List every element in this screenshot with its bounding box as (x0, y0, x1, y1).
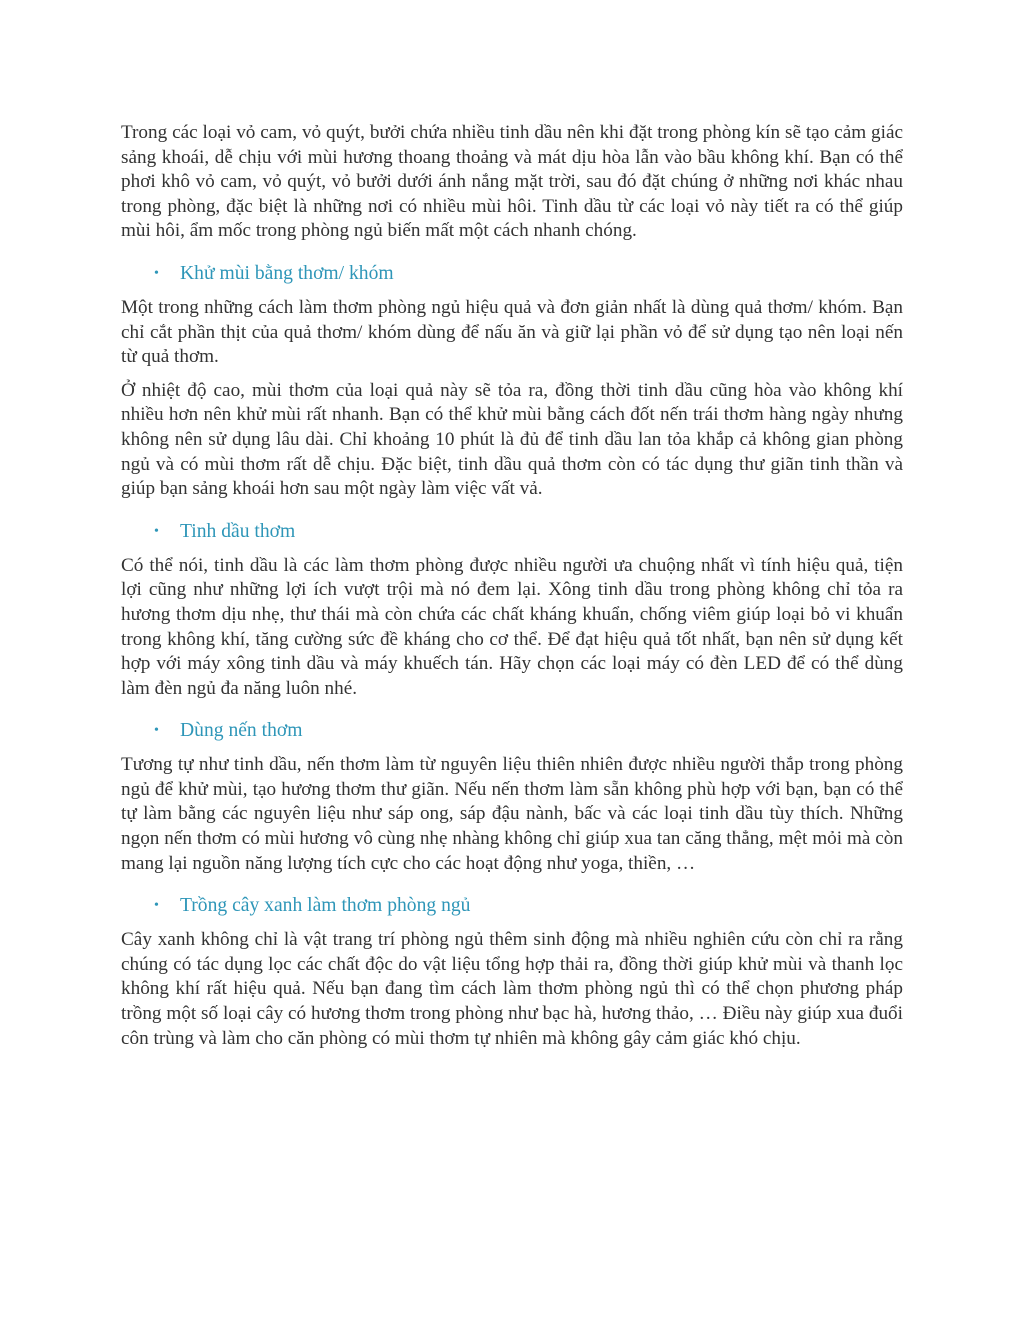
essential-oil-paragraph: Có thể nói, tinh dầu là các làm thơm phòng được nhiều người ưa chuộng nhất vì tính hiệu quả, tiện lợi cũng như những lợi ích vượt trội mà nó đem lại. Xông tinh dầu trong phòng không chỉ tỏa ra hương thơm dịu nhẹ, thư thái mà còn chứa các chất kháng khuẩn, chống viêm giúp loại bỏ vi khuẩn trong không khí, tăng cường sức đề kháng cho cơ thể. Để đạt hiệu quả tốt nhất, bạn nên sử dụng kết hợp với máy xông tinh dầu và máy khuếch tán. Hãy chọn các loại máy có đèn LED để có thể dùng làm đèn ngủ đa năng luôn nhé. (121, 554, 903, 699)
document-page (121, 121, 903, 1060)
bullet-icon: • (154, 723, 159, 739)
pineapple-paragraph-1: Một trong những cách làm thơm phòng ngủ hiệu quả và đơn giản nhất là dùng quả thơm/ khóm. Bạn chỉ cắt phần thịt của quả thơm/ khóm dùng để nấu ăn và giữ lại phần vỏ để sử dụng tạo nên loại nến từ quả thơm. (121, 296, 903, 368)
heading-essential-oil (121, 519, 903, 545)
bullet-icon: • (154, 523, 159, 539)
heading-pineapple-label: Khử mùi bằng thơm/ khóm (180, 262, 394, 284)
intro-paragraph: Trong các loại vỏ cam, vỏ quýt, bưởi chứa nhiều tinh dầu nên khi đặt trong phòng kín sẽ tạo cảm giác sảng khoái, dễ chịu với mùi hương thoang thoảng và mát dịu hòa lẫn vào bầu không khí. Bạn có thể phơi khô vỏ cam, vỏ quýt, vỏ bưởi dưới ánh nắng mặt trời, sau đó đặt chúng ở những nơi khác nhau trong phòng, đặc biệt là những nơi có nhiều mùi hôi. Tinh dầu từ các loại vỏ này tiết ra có thể giúp mùi hôi, ẩm mốc trong phòng ngủ biến mất một cách nhanh chóng. (121, 122, 903, 242)
heading-essential-oil-label: Tinh dầu thơm (180, 520, 296, 542)
bullet-icon: • (154, 898, 159, 914)
candle-paragraph: Tương tự như tinh dầu, nến thơm làm từ nguyên liệu thiên nhiên được nhiều người thắp trong phòng ngủ để khử mùi, tạo hương thơm thư giãn. Nếu nến thơm làm sẵn không phù hợp với bạn, bạn có thể tự làm bằng các nguyên liệu như sáp ong, sáp đậu nành, bấc và các loại tinh dầu tùy thích. Những ngọn nến thơm có mùi hương vô cùng nhẹ nhàng không chỉ giúp xua tan căng thẳng, mệt mỏi mà còn mang lại nguồn năng lượng tích cực cho các hoạt động như yoga, thiền, … (121, 754, 903, 874)
plants-paragraph: Cây xanh không chỉ là vật trang trí phòng ngủ thêm sinh động mà nhiều nghiên cứu còn chỉ ra rằng chúng có tác dụng lọc các chất độc do vật liệu tổng hợp thải ra, đồng thời giúp khử mùi và thanh lọc không khí rất hiệu quả. Nếu bạn đang tìm cách làm thơm phòng ngủ thì có thể chọn phương pháp trồng một số loại cây có hương thơm trong phòng như bạc hà, hương thảo, … Điều này giúp xua đuổi côn trùng và làm cho căn phòng có mùi thơm tự nhiên mà không gây cảm giác khó chịu. (121, 929, 903, 1049)
heading-plants (121, 893, 903, 919)
heading-candle (121, 718, 903, 744)
heading-pineapple (121, 261, 903, 287)
pineapple-paragraph-2: Ở nhiệt độ cao, mùi thơm của loại quả này sẽ tỏa ra, đồng thời tinh dầu cũng hòa vào không khí nhiều hơn nên khử mùi rất nhanh. Bạn có thể khử mùi bằng cách đốt nến trái thơm hàng ngày nhưng không nên sử dụng lâu dài. Chỉ khoảng 10 phút là đủ để tinh dầu lan tỏa khắp cả không gian phòng ngủ và có mùi thơm rất dễ chịu. Đặc biệt, tinh dầu quả thơm còn có tác dụng thư giãn tinh thần và giúp bạn sảng khoái hơn sau một ngày làm việc vất vả. (121, 379, 903, 500)
heading-plants-label: Trồng cây xanh làm thơm phòng ngủ (180, 895, 471, 917)
heading-candle-label: Dùng nến thơm (180, 720, 303, 742)
bullet-icon: • (154, 265, 159, 281)
